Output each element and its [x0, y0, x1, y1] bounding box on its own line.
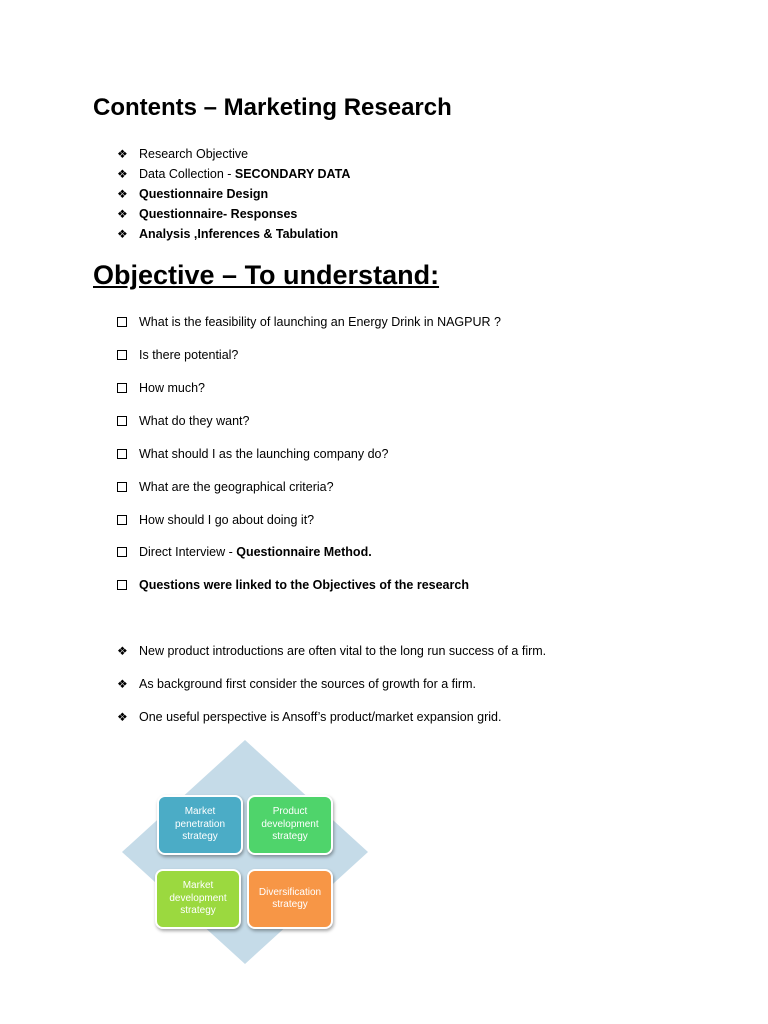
list-item: How much?: [117, 380, 205, 396]
diamond-bullet-icon: ❖: [117, 677, 128, 691]
diamond-bullet-icon: ❖: [117, 147, 128, 161]
diamond-bullet-icon: ❖: [117, 644, 128, 658]
list-item: ❖ As background first consider the sources of growth for a firm.: [117, 677, 476, 691]
diamond-bullet-icon: ❖: [117, 227, 128, 241]
list-item: ❖ Research Objective: [117, 147, 249, 161]
list-item: Questions were linked to the Objectives of the research: [117, 577, 469, 593]
checkbox-bullet-icon: [117, 317, 127, 327]
checkbox-bullet-icon: [117, 515, 127, 525]
product-development-cell: Product development strategy: [247, 795, 333, 855]
list-item: ❖ One useful perspective is Ansoff’s product/market expansion grid.: [117, 710, 502, 724]
checkbox-bullet-icon: [117, 383, 127, 393]
list-item: Direct Interview - Questionnaire Method.: [117, 544, 372, 560]
list-item: How should I go about doing it?: [117, 512, 314, 528]
page-title: Contents – Marketing Research: [93, 94, 452, 121]
diamond-bullet-icon: ❖: [117, 710, 128, 724]
list-item: ❖ Data Collection - SECONDARY DATA: [117, 167, 351, 181]
market-development-cell: Market development strategy: [155, 869, 241, 929]
checkbox-bullet-icon: [117, 449, 127, 459]
market-penetration-cell: Market penetration strategy: [157, 795, 243, 855]
list-item: What is the feasibility of launching an Energy Drink in NAGPUR ?: [117, 314, 501, 330]
checkbox-bullet-icon: [117, 482, 127, 492]
diamond-bullet-icon: ❖: [117, 207, 128, 221]
checkbox-bullet-icon: [117, 580, 127, 590]
list-item: ❖ New product introductions are often vital to the long run success of a firm.: [117, 644, 547, 658]
checkbox-bullet-icon: [117, 416, 127, 426]
list-item: ❖ Questionnaire- Responses: [117, 207, 298, 221]
diamond-bullet-icon: ❖: [117, 187, 128, 201]
list-item: What are the geographical criteria?: [117, 479, 334, 495]
diversification-cell: Diversification strategy: [247, 869, 333, 929]
list-item: ❖ Analysis ,Inferences & Tabulation: [117, 227, 339, 241]
checkbox-bullet-icon: [117, 350, 127, 360]
diamond-bullet-icon: ❖: [117, 167, 128, 181]
checkbox-bullet-icon: [117, 547, 127, 557]
ansoff-diamond-background: [120, 740, 370, 966]
list-item: What should I as the launching company do?: [117, 446, 388, 462]
list-item: ❖ Questionnaire Design: [117, 187, 269, 201]
list-item: Is there potential?: [117, 347, 238, 363]
list-item: What do they want?: [117, 413, 249, 429]
objective-heading: Objective – To understand:: [93, 260, 440, 290]
